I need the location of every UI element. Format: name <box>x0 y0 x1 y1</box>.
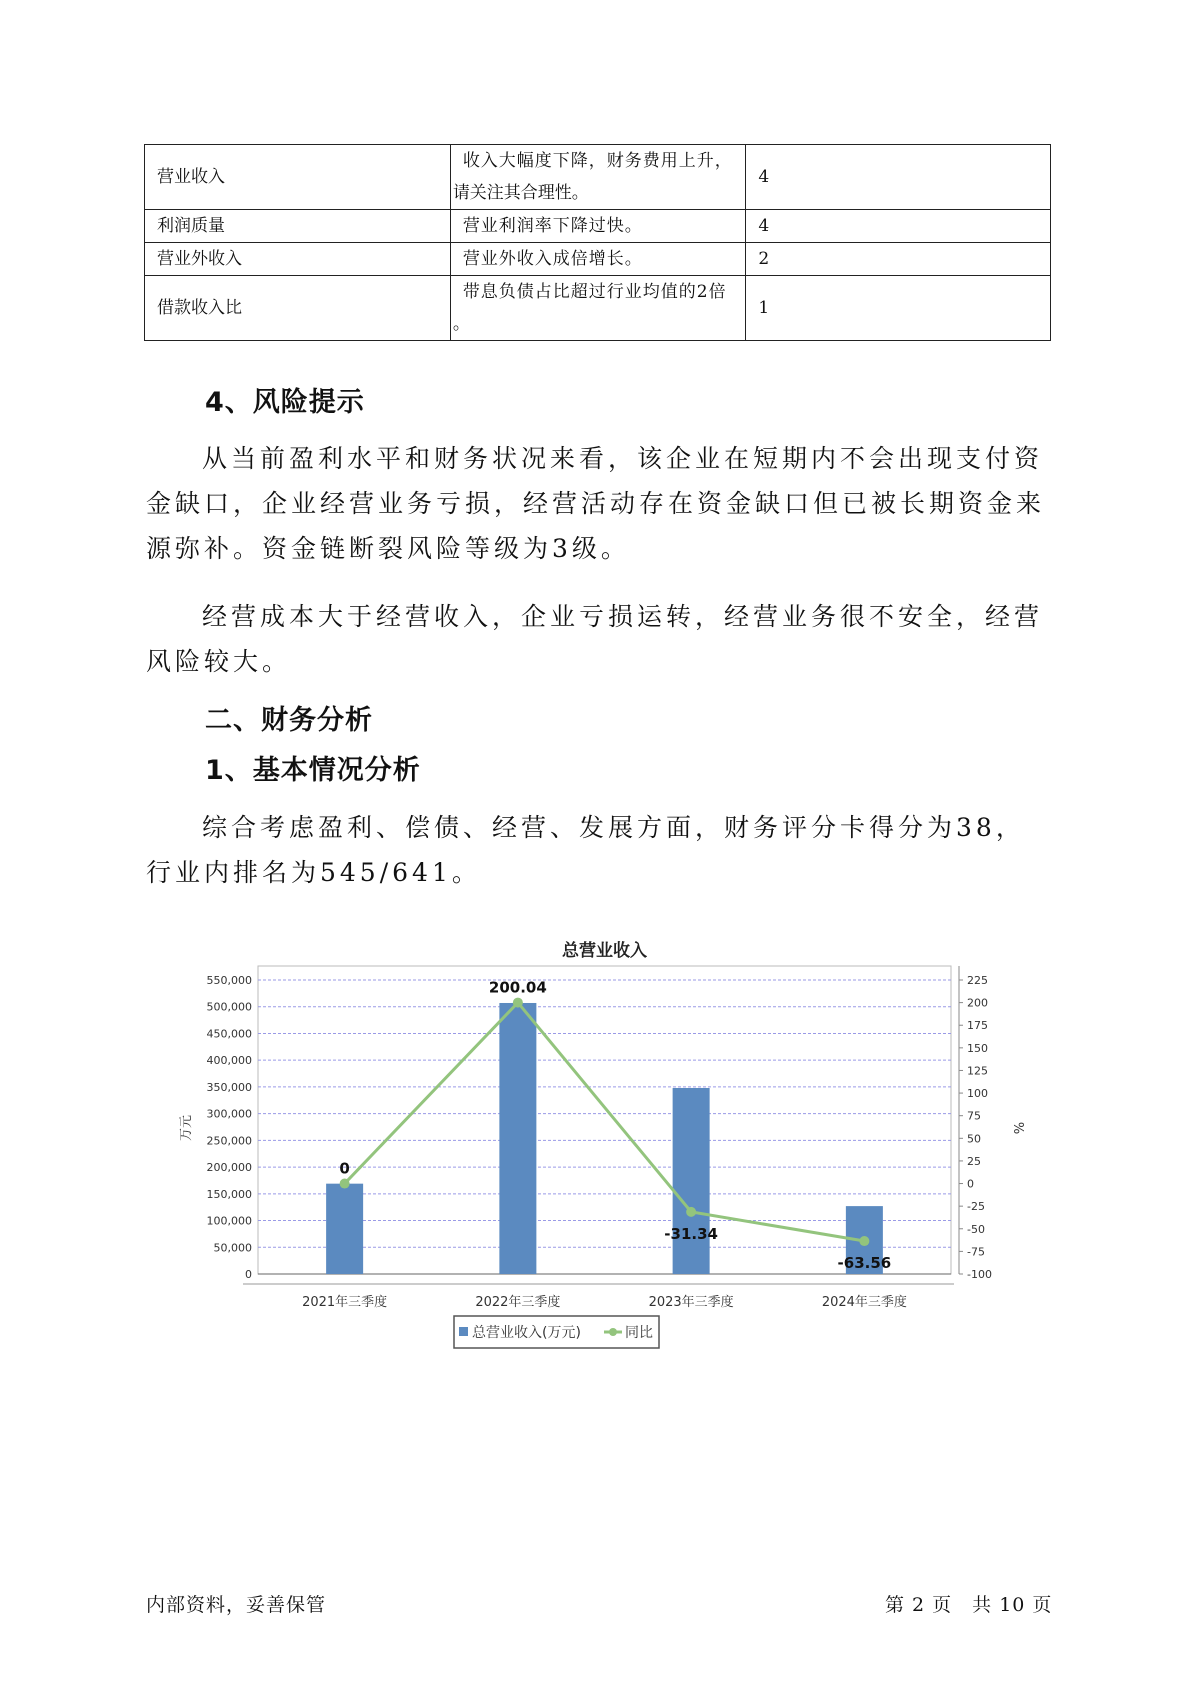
table-row <box>145 276 1051 341</box>
line-series <box>345 1003 865 1241</box>
paragraph: 经营成本大于经营收入，企业亏损运转，经营业务很不安全，经营风险较大。 <box>146 602 1044 676</box>
table-row <box>145 243 1051 276</box>
legend-swatch-point <box>609 1328 617 1336</box>
bar <box>673 1088 710 1274</box>
paragraph: 从当前盈利水平和财务状况来看，该企业在短期内不会出现支付资金缺口，企业经营业务亏损，经营活动存在资金缺口但已被长期资金来源弥补。资金链断裂风险等级为3级。 <box>146 444 1046 563</box>
y-tick-label: 550,000 <box>206 974 252 987</box>
y2-tick-label: -25 <box>967 1200 985 1214</box>
y2-tick-label: 225 <box>967 974 988 987</box>
chapter-heading: 二、财务分析 <box>205 705 373 736</box>
y2-tick-label: 100 <box>967 1087 988 1101</box>
data-label: 200.04 <box>488 978 547 997</box>
risk-description: 带息负债占比超过行业均值的2倍 。 <box>450 276 746 341</box>
paragraph: 综合考虑盈利、偿债、经营、发展方面，财务评分卡得分为38，行业内排名为545/641。 <box>146 813 1025 887</box>
y2-tick-label: 25 <box>967 1154 981 1168</box>
risk-item: 营业外收入 <box>145 243 451 276</box>
x-tick-label: 2023年三季度 <box>648 1295 734 1310</box>
x-tick-label: 2024年三季度 <box>821 1295 907 1310</box>
legend-label-bar: 总营业收入(万元) <box>472 1325 581 1341</box>
chart-title: 总营业收入 <box>562 941 647 961</box>
y-tick-label: 200,000 <box>206 1161 252 1175</box>
y-tick-label: 300,000 <box>206 1107 252 1121</box>
chart-svg <box>178 920 1038 1380</box>
y-tick-label: 500,000 <box>206 1000 252 1014</box>
y-tick-label: 150,000 <box>206 1187 252 1201</box>
risk-level: 2 <box>746 243 1051 276</box>
risk-item: 营业收入 <box>145 145 451 210</box>
line-point <box>340 1179 350 1189</box>
data-label: -31.34 <box>664 1224 718 1243</box>
page-number: 第 2 页 共 10 页 <box>885 1594 1053 1616</box>
data-label: 0 <box>339 1159 350 1178</box>
y2-tick-label: -50 <box>967 1222 985 1236</box>
y-tick-label: 250,000 <box>206 1134 252 1148</box>
y-tick-label: 0 <box>245 1268 252 1281</box>
y-tick-label: 100,000 <box>206 1214 252 1228</box>
legend-label-line: 同比 <box>625 1325 653 1341</box>
table-row <box>145 210 1051 243</box>
y-tick-label: 400,000 <box>206 1054 252 1068</box>
y2-tick-label: 0 <box>967 1177 974 1191</box>
table-row <box>145 145 1051 210</box>
bar <box>499 1003 536 1274</box>
y-tick-label: 350,000 <box>206 1080 252 1094</box>
risk-level: 4 <box>746 145 1051 210</box>
y2-tick-label: 75 <box>967 1109 981 1123</box>
y2-tick-label: 150 <box>967 1041 988 1055</box>
x-tick-label: 2022年三季度 <box>475 1295 561 1310</box>
risk-level: 1 <box>746 276 1051 341</box>
risk-level: 4 <box>746 210 1051 243</box>
y-axis-title: 万元 <box>179 1114 194 1142</box>
y2-tick-label: -100 <box>967 1268 992 1281</box>
y2-tick-label: 125 <box>967 1064 988 1078</box>
risk-table <box>144 144 1051 341</box>
x-tick-label: 2021年三季度 <box>302 1295 388 1310</box>
y2-tick-label: 175 <box>967 1019 988 1033</box>
risk-description: 营业外收入成倍增长。 <box>450 243 746 276</box>
y2-tick-label: 50 <box>967 1132 981 1146</box>
bar <box>326 1184 363 1274</box>
y-tick-label: 450,000 <box>206 1027 252 1041</box>
footer-note: 内部资料，妥善保管 <box>146 1594 327 1616</box>
y2-axis-title: % <box>1010 1121 1025 1135</box>
risk-item: 利润质量 <box>145 210 451 243</box>
risk-item: 借款收入比 <box>145 276 451 341</box>
data-label: -63.56 <box>837 1254 892 1273</box>
y2-tick-label: -75 <box>967 1245 985 1259</box>
risk-description: 营业利润率下降过快。 <box>450 210 746 243</box>
section-heading: 1、基本情况分析 <box>205 755 421 786</box>
line-point <box>686 1207 696 1217</box>
line-point <box>513 998 523 1008</box>
risk-description: 收入大幅度下降，财务费用上升， 请关注其合理性。 <box>450 145 746 210</box>
y2-tick-label: 200 <box>967 996 988 1010</box>
y-tick-label: 50,000 <box>213 1241 252 1255</box>
line-point <box>859 1236 869 1246</box>
revenue-chart <box>178 920 1038 1380</box>
section-heading: 4、风险提示 <box>205 387 365 418</box>
legend-swatch-bar <box>459 1327 468 1336</box>
